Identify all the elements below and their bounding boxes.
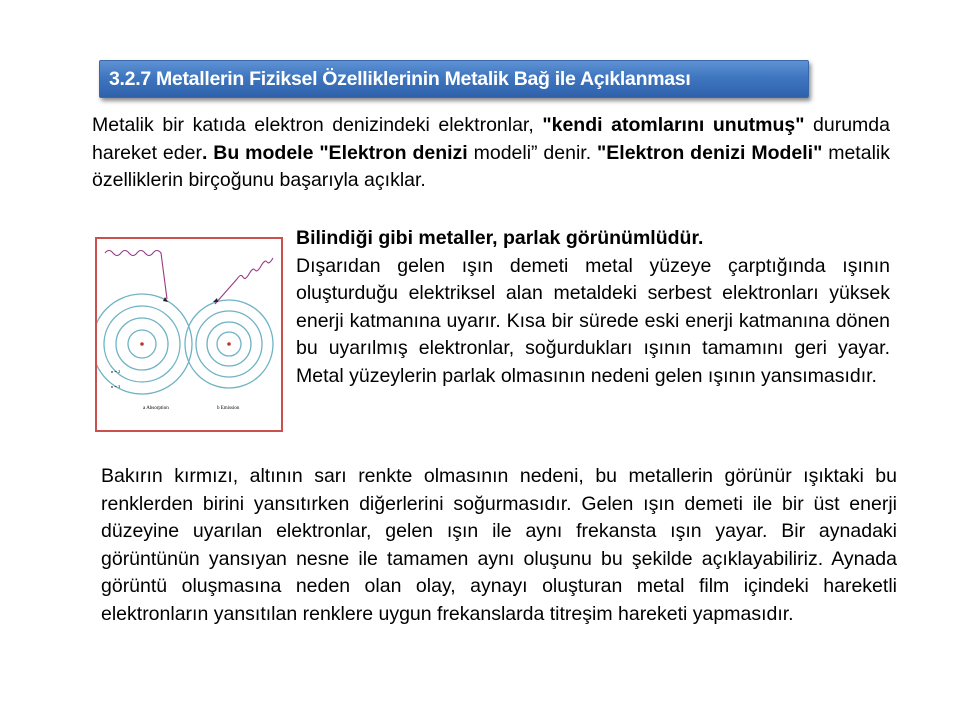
emission-arrow-icon: [213, 298, 218, 302]
absorption-emission-figure: [95, 237, 283, 432]
intro-text-2: durumda hareket eder: [92, 114, 890, 164]
atom-a-nucleus: [140, 342, 144, 346]
level-label-n2: n = 2: [111, 369, 121, 374]
intro-text-3: modeli” denir.: [467, 141, 598, 164]
reflection-heading: Bilindiği gibi metaller, parlak görünümlüdür.: [296, 227, 704, 249]
emitted-photon-wave: [215, 258, 273, 304]
reflection-body: Dışarıdan gelen ışın demeti metal yüzeye çarptığında ışının oluşturduğu elektriksel alan metaldeki serbest elektronları yüksek enerji katmanına uyarır. Kısa bir sürede eski enerji katmanına dönen bu uyarılmış elektronlar, soğurdukları ışının tamamını geri yayar. Metal yüzeylerin parlak olmasının nedeni gelen ışının yansımasıdır.: [296, 254, 890, 387]
intro-text-4: metalik özelliklerin birçoğunu başarıyla açıklar.: [92, 141, 890, 191]
absorption-label: a Absorption: [143, 406, 169, 411]
atom-diagram: [97, 239, 281, 430]
atom-a-orbits: [97, 294, 192, 394]
atom-b-nucleus: [227, 342, 231, 346]
intro-paragraph: [92, 112, 890, 195]
incoming-photon-wave: [105, 251, 167, 300]
emission-label: b Emission: [217, 406, 240, 411]
intro-bold-2: . Bu modele "Elektron denizi: [201, 141, 468, 164]
intro-text-1: Metalik bir katıda elektron denizindeki elektronlar,: [92, 114, 543, 136]
intro-bold-3: "Elektron denizi Modeli": [597, 141, 823, 164]
reflection-paragraph: [296, 225, 890, 390]
color-paragraph: Bakırın kırmızı, altının sarı renkte olmasının nedeni, bu metallerin görünür ışıktaki bu renklerden birini yansıtırken diğerlerini soğurmasıdır. Gelen ışın demeti ile bir üst enerji düzeyine uyarılan elektronlar, gelen ışın ile aynı frekansta ışın yayar. Bir aynadaki görüntünün yansıyan nesne ile tamamen aynı oluşunu bu şekilde açıklayabiliriz. Aynada görüntü oluşmasına neden olan olay, aynayı oluşturan metal film içindeki hareketli elektronların yansıtılan renklere uygun frekanslarda titreşim hareketi yapmasıdır.: [101, 465, 897, 625]
section-title-bar: [99, 60, 809, 98]
section-title: 3.2.7 Metallerin Fiziksel Özelliklerinin Metalik Bağ ile Açıklanması: [109, 67, 691, 90]
intro-bold-1: "kendi atomlarını unutmuş": [542, 114, 805, 136]
level-label-n3: n = 3: [111, 384, 121, 389]
